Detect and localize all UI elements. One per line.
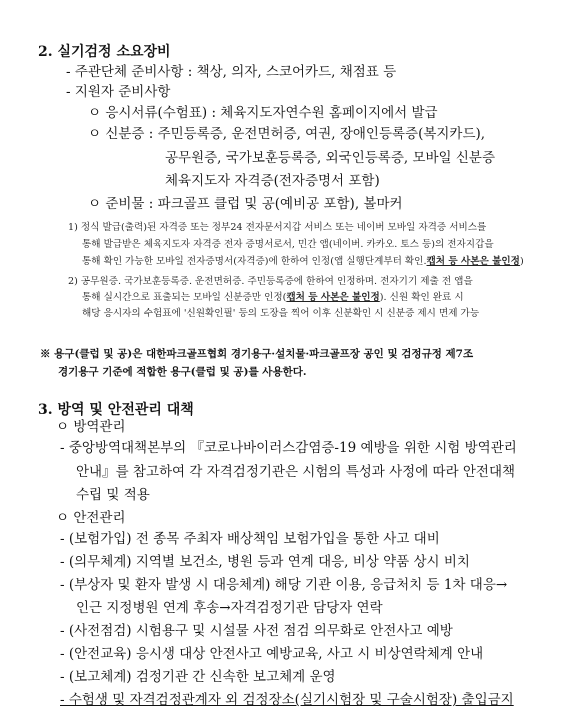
section3-title: 3. 방역 및 안전관리 대책 bbox=[38, 402, 194, 418]
note1-emphasis: 캡처 등 사본은 불인정 bbox=[426, 256, 520, 267]
quarantine-heading: ㅇ 방역관리 bbox=[56, 419, 126, 435]
safety-item-inspection: - (사전점검) 시험용구 및 시설물 사전 점검 의무화로 안전사고 예방 bbox=[60, 623, 453, 639]
safety-item-education: - (안전교육) 응시생 대상 안전사고 예방교육, 사고 시 비상연락체계 안내 bbox=[60, 646, 484, 662]
note2-line1: 2) 공무원증. 국가보훈등록증. 운전면허증. 주민등록증에 한하여 인정하며. 전자기기 제출 전 앱을 bbox=[68, 276, 473, 287]
host-requirements: - 주관단체 준비사항 : 책상, 의자, 스코어카드, 채점표 등 bbox=[66, 64, 397, 80]
quarantine-line2: 안내』를 참고하여 각 자격검정기관은 시험의 특성과 사정에 따라 안전대책 bbox=[76, 464, 516, 480]
note2-line2: 통해 실시간으로 표출되는 모바일 신분증만 인정(캡처 등 사본은 불인정). 신원 확인 완료 시 bbox=[82, 292, 464, 303]
equipment-warning-line1: ※ 용구(클럽 및 공)은 대한파크골프협회 경기용구·설치물·파크골프장 공인 및 검정규정 제7조 bbox=[40, 348, 474, 360]
application-documents: ㅇ 응시서류(수험표) : 체육지도자연수원 홈페이지에서 발급 bbox=[88, 105, 438, 121]
note1-line3: 통해 확인 가능한 모바일 전자증명서(자격증)에 한하여 인정(앱 실행단계부터 확인.캡처 등 사본은 불인정) bbox=[82, 256, 524, 267]
supplies: ㅇ 준비물 : 파크골프 클럽 및 공(예비공 포함), 볼마커 bbox=[88, 196, 403, 212]
safety-item-response-cont: 인근 지정병원 연계 후송→자격검정기관 담당자 연락 bbox=[76, 600, 383, 616]
safety-item-access: - 수험생 및 자격검정관계자 외 검정장소(실기시험장 및 구술시험장) 출입금지 bbox=[60, 692, 514, 708]
id-list-line1: ㅇ 신분증 : 주민등록증, 운전면허증, 여권, 장애인등록증(복지카드), bbox=[88, 126, 486, 142]
section2-title: 2. 실기검정 소요장비 bbox=[38, 44, 171, 60]
note1-line2: 통해 발급받은 체육지도자 자격증 전자 증명서로서, 민간 앱(네이버. 카카오. 토스 등)의 전자지갑을 bbox=[82, 239, 494, 250]
safety-heading: ㅇ 안전관리 bbox=[56, 510, 126, 526]
safety-item-medical: - (의무체계) 지역별 보건소, 병원 등과 연계 대응, 비상 약품 상시 비치 bbox=[60, 554, 470, 570]
id-list-line2: 공무원증, 국가보훈등록증, 외국인등록증, 모바일 신분증 bbox=[165, 150, 495, 166]
id-list-line3: 체육지도자 자격증(전자증명서 포함) bbox=[165, 173, 380, 189]
safety-item-reporting: - (보고체계) 검정기관 간 신속한 보고체계 운영 bbox=[60, 669, 336, 685]
note2-emphasis: 캡처 등 사본은 불인정 bbox=[286, 292, 380, 303]
equipment-warning-line2: 경기용구 기준에 적합한 용구(클럽 및 공)를 사용한다. bbox=[58, 366, 307, 378]
safety-item-insurance: - (보험가입) 전 종목 주최자 배상책임 보험가입을 통한 사고 대비 bbox=[60, 531, 440, 547]
applicant-requirements: - 지원자 준비사항 bbox=[66, 84, 171, 100]
note1-line1: 1) 정식 발급(출력)된 자격증 또는 정부24 전자문서지갑 서비스 또는 네이버 모바일 자격증 서비스를 bbox=[68, 222, 487, 233]
quarantine-line3: 수립 및 적용 bbox=[76, 487, 150, 503]
quarantine-line1: - 중앙방역대책본부의 『코로나바이러스감염증-19 예방을 위한 시험 방역관리 bbox=[60, 440, 517, 456]
note2-line3: 해당 응시자의 수험표에 '신원확인필' 등의 도장을 찍어 이후 신분확인 시 신분증 제시 면제 가능 bbox=[82, 308, 480, 319]
safety-item-response: - (부상자 및 환자 발생 시 대응체계) 해당 기관 이용, 응급처치 등 1차 대응→ bbox=[60, 577, 508, 593]
